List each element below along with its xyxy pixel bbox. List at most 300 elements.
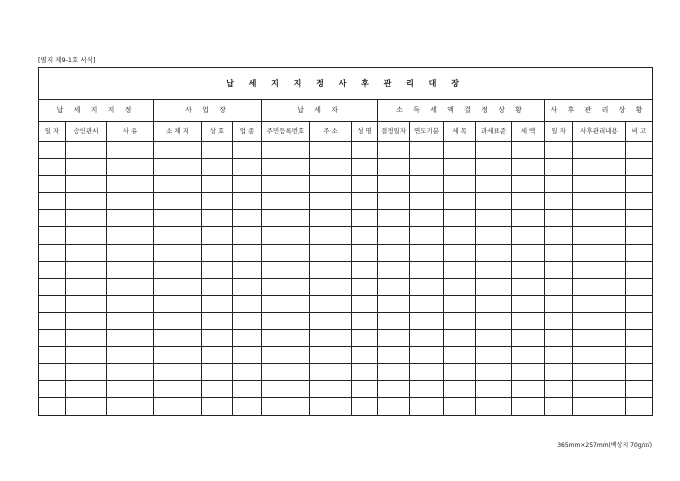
paper-size-note: 365mm×257mm(백상지 70g/㎡)	[557, 442, 652, 449]
table-cell[interactable]	[233, 278, 262, 295]
table-cell[interactable]	[310, 227, 352, 244]
table-cell[interactable]	[202, 278, 233, 295]
table-cell[interactable]	[573, 364, 626, 381]
table-cell[interactable]	[154, 244, 202, 261]
table-cell[interactable]	[545, 142, 573, 159]
table-cell[interactable]	[512, 176, 545, 193]
table-cell[interactable]	[107, 330, 154, 347]
table-cell[interactable]	[202, 261, 233, 278]
table-cell[interactable]	[154, 347, 202, 364]
table-cell[interactable]	[39, 278, 66, 295]
table-cell[interactable]	[512, 261, 545, 278]
table-cell[interactable]	[378, 364, 410, 381]
table-cell[interactable]	[233, 381, 262, 398]
table-cell[interactable]	[66, 210, 107, 227]
table-cell[interactable]	[410, 244, 444, 261]
table-cell[interactable]	[107, 347, 154, 364]
table-cell[interactable]	[573, 312, 626, 329]
col-header-followup-date: 일 자	[545, 122, 573, 142]
table-cell[interactable]	[154, 364, 202, 381]
table-cell[interactable]	[410, 364, 444, 381]
table-cell[interactable]	[512, 381, 545, 398]
table-cell[interactable]	[410, 142, 444, 159]
table-cell[interactable]	[378, 398, 410, 415]
table-cell[interactable]	[66, 159, 107, 176]
table-cell[interactable]	[476, 176, 512, 193]
table-cell[interactable]	[512, 295, 545, 312]
table-cell[interactable]	[410, 159, 444, 176]
table-cell[interactable]	[39, 347, 66, 364]
table-cell[interactable]	[476, 381, 512, 398]
col-header-tax-amount: 세 액	[512, 122, 545, 142]
col-header-location: 소 재 지	[154, 122, 202, 142]
table-cell[interactable]	[444, 381, 476, 398]
table-cell[interactable]	[626, 210, 653, 227]
table-cell[interactable]	[107, 227, 154, 244]
table-cell[interactable]	[476, 159, 512, 176]
table-cell[interactable]	[310, 244, 352, 261]
table-cell[interactable]	[39, 176, 66, 193]
table-cell[interactable]	[66, 261, 107, 278]
table-cell[interactable]	[66, 295, 107, 312]
table-cell[interactable]	[378, 295, 410, 312]
table-cell[interactable]	[573, 330, 626, 347]
table-cell[interactable]	[444, 347, 476, 364]
table-cell[interactable]	[378, 210, 410, 227]
table-cell[interactable]	[154, 176, 202, 193]
table-cell[interactable]	[233, 330, 262, 347]
table-cell[interactable]	[107, 364, 154, 381]
table-cell[interactable]	[410, 347, 444, 364]
table-cell[interactable]	[573, 227, 626, 244]
table-cell[interactable]	[310, 176, 352, 193]
table-cell[interactable]	[545, 159, 573, 176]
table-cell[interactable]	[410, 278, 444, 295]
table-cell[interactable]	[107, 278, 154, 295]
table-cell[interactable]	[512, 398, 545, 415]
table-cell[interactable]	[626, 261, 653, 278]
table-cell[interactable]	[626, 381, 653, 398]
table-cell[interactable]	[476, 227, 512, 244]
table-cell[interactable]	[545, 176, 573, 193]
table-cell[interactable]	[39, 210, 66, 227]
col-header-business-type: 업 종	[233, 122, 262, 142]
table-cell[interactable]	[352, 330, 378, 347]
table-cell[interactable]	[573, 381, 626, 398]
table-cell[interactable]	[573, 295, 626, 312]
table-cell[interactable]	[233, 210, 262, 227]
table-cell[interactable]	[262, 210, 310, 227]
table-cell[interactable]	[310, 261, 352, 278]
table-cell[interactable]	[107, 210, 154, 227]
table-cell[interactable]	[626, 278, 653, 295]
table-cell[interactable]	[512, 347, 545, 364]
table-cell[interactable]	[444, 159, 476, 176]
table-cell[interactable]	[352, 278, 378, 295]
table-cell[interactable]	[233, 176, 262, 193]
table-cell[interactable]	[352, 347, 378, 364]
table-cell[interactable]	[626, 142, 653, 159]
table-cell[interactable]	[626, 176, 653, 193]
col-header-name: 성 명	[352, 122, 378, 142]
table-cell[interactable]	[512, 193, 545, 210]
table-cell[interactable]	[378, 227, 410, 244]
table-cell[interactable]	[476, 261, 512, 278]
table-cell[interactable]	[410, 210, 444, 227]
table-cell[interactable]	[66, 227, 107, 244]
table-cell[interactable]	[310, 159, 352, 176]
table-cell[interactable]	[410, 261, 444, 278]
table-cell[interactable]	[66, 312, 107, 329]
table-cell[interactable]	[512, 159, 545, 176]
table-cell[interactable]	[410, 227, 444, 244]
group-header-taxpayer: 납 세 자	[262, 100, 378, 122]
table-cell[interactable]	[107, 398, 154, 415]
table-cell[interactable]	[378, 312, 410, 329]
table-cell[interactable]	[626, 159, 653, 176]
table-cell[interactable]	[66, 330, 107, 347]
table-cell[interactable]	[476, 398, 512, 415]
table-cell[interactable]	[545, 347, 573, 364]
table-cell[interactable]	[202, 210, 233, 227]
table-cell[interactable]	[444, 210, 476, 227]
table-cell[interactable]	[310, 210, 352, 227]
table-cell[interactable]	[39, 330, 66, 347]
table-cell[interactable]	[233, 295, 262, 312]
table-title: 납 세 지 지 정 사 후 관 리 대 장	[39, 68, 653, 100]
table-cell[interactable]	[476, 364, 512, 381]
table-cell[interactable]	[573, 176, 626, 193]
table-cell[interactable]	[233, 364, 262, 381]
column-header-row	[39, 122, 653, 142]
table-cell[interactable]	[154, 159, 202, 176]
table-cell[interactable]	[444, 330, 476, 347]
table-cell[interactable]	[352, 295, 378, 312]
table-cell[interactable]	[545, 227, 573, 244]
table-cell[interactable]	[310, 347, 352, 364]
table-cell[interactable]	[202, 193, 233, 210]
table-cell[interactable]	[154, 330, 202, 347]
table-cell[interactable]	[202, 244, 233, 261]
table-cell[interactable]	[202, 398, 233, 415]
table-cell[interactable]	[154, 278, 202, 295]
table-cell[interactable]	[444, 261, 476, 278]
table-cell[interactable]	[233, 244, 262, 261]
table-cell[interactable]	[444, 278, 476, 295]
table-cell[interactable]	[39, 159, 66, 176]
table-cell[interactable]	[39, 142, 66, 159]
table-cell[interactable]	[378, 347, 410, 364]
table-cell[interactable]	[107, 159, 154, 176]
table-cell[interactable]	[444, 227, 476, 244]
table-cell[interactable]	[444, 176, 476, 193]
table-cell[interactable]	[512, 364, 545, 381]
table-cell[interactable]	[66, 364, 107, 381]
table-cell[interactable]	[262, 278, 310, 295]
table-cell[interactable]	[410, 330, 444, 347]
table-cell[interactable]	[476, 244, 512, 261]
col-header-trade-name: 상 호	[202, 122, 233, 142]
table-cell[interactable]	[39, 227, 66, 244]
group-header-tax-decision: 소 득 세 액 결 정 상 황	[378, 100, 545, 122]
table-cell[interactable]	[262, 244, 310, 261]
table-cell[interactable]	[154, 295, 202, 312]
table-cell[interactable]	[202, 295, 233, 312]
table-cell[interactable]	[262, 330, 310, 347]
table-cell[interactable]	[262, 364, 310, 381]
table-cell[interactable]	[444, 244, 476, 261]
table-cell[interactable]	[262, 227, 310, 244]
table-cell[interactable]	[39, 193, 66, 210]
table-cell[interactable]	[233, 193, 262, 210]
table-cell[interactable]	[626, 330, 653, 347]
table-cell[interactable]	[39, 364, 66, 381]
table-cell[interactable]	[39, 295, 66, 312]
table-cell[interactable]	[410, 176, 444, 193]
table-cell[interactable]	[626, 312, 653, 329]
table-cell[interactable]	[626, 364, 653, 381]
table-cell[interactable]	[573, 398, 626, 415]
table-cell[interactable]	[66, 278, 107, 295]
table-cell[interactable]	[262, 159, 310, 176]
table-cell[interactable]	[378, 381, 410, 398]
table-cell[interactable]	[202, 330, 233, 347]
table-cell[interactable]	[233, 312, 262, 329]
table-cell[interactable]	[66, 244, 107, 261]
table-cell[interactable]	[476, 312, 512, 329]
col-header-date: 일 자	[39, 122, 66, 142]
table-cell[interactable]	[378, 142, 410, 159]
table-cell[interactable]	[310, 193, 352, 210]
table-cell[interactable]	[545, 261, 573, 278]
table-cell[interactable]	[476, 142, 512, 159]
table-cell[interactable]	[202, 227, 233, 244]
table-cell[interactable]	[66, 142, 107, 159]
table-cell[interactable]	[202, 381, 233, 398]
table-cell[interactable]	[626, 347, 653, 364]
table-cell[interactable]	[39, 381, 66, 398]
table-cell[interactable]	[378, 261, 410, 278]
table-cell[interactable]	[233, 398, 262, 415]
col-header-approving-office: 승인관서	[66, 122, 107, 142]
table-cell[interactable]	[202, 142, 233, 159]
table-cell[interactable]	[545, 381, 573, 398]
table-cell[interactable]	[352, 381, 378, 398]
table-cell[interactable]	[39, 312, 66, 329]
table-cell[interactable]	[352, 193, 378, 210]
table-cell[interactable]	[66, 398, 107, 415]
table-cell[interactable]	[410, 193, 444, 210]
table-cell[interactable]	[545, 364, 573, 381]
table-cell[interactable]	[352, 142, 378, 159]
table-cell[interactable]	[476, 210, 512, 227]
table-cell[interactable]	[378, 330, 410, 347]
table-cell[interactable]	[154, 227, 202, 244]
table-cell[interactable]	[310, 364, 352, 381]
table-cell[interactable]	[107, 176, 154, 193]
table-cell[interactable]	[310, 142, 352, 159]
table-cell[interactable]	[352, 159, 378, 176]
table-cell[interactable]	[154, 261, 202, 278]
table-cell[interactable]	[262, 193, 310, 210]
table-cell[interactable]	[310, 295, 352, 312]
table-cell[interactable]	[107, 244, 154, 261]
table-cell[interactable]	[262, 295, 310, 312]
table-cell[interactable]	[626, 244, 653, 261]
table-cell[interactable]	[202, 364, 233, 381]
table-cell[interactable]	[262, 347, 310, 364]
table-cell[interactable]	[626, 193, 653, 210]
table-cell[interactable]	[154, 381, 202, 398]
table-cell[interactable]	[202, 312, 233, 329]
table-cell[interactable]	[410, 295, 444, 312]
table-cell[interactable]	[352, 261, 378, 278]
table-cell[interactable]	[39, 261, 66, 278]
table-cell[interactable]	[352, 244, 378, 261]
table-cell[interactable]	[378, 193, 410, 210]
table-cell[interactable]	[352, 176, 378, 193]
table-cell[interactable]	[262, 176, 310, 193]
table-cell[interactable]	[476, 193, 512, 210]
table-cell[interactable]	[154, 193, 202, 210]
table-cell[interactable]	[262, 381, 310, 398]
table-cell[interactable]	[66, 381, 107, 398]
table-cell[interactable]	[512, 210, 545, 227]
col-header-tax-base: 과세표준	[476, 122, 512, 142]
table-cell[interactable]	[202, 176, 233, 193]
table-cell[interactable]	[107, 142, 154, 159]
table-cell[interactable]	[545, 244, 573, 261]
col-header-reason: 사 유	[107, 122, 154, 142]
table-cell[interactable]	[476, 295, 512, 312]
table-cell[interactable]	[512, 244, 545, 261]
table-cell[interactable]	[545, 398, 573, 415]
table-cell[interactable]	[573, 159, 626, 176]
table-cell[interactable]	[573, 278, 626, 295]
table-row	[39, 142, 653, 159]
table-cell[interactable]	[476, 347, 512, 364]
table-cell[interactable]	[512, 278, 545, 295]
table-cell[interactable]	[573, 193, 626, 210]
table-row	[39, 193, 653, 210]
table-cell[interactable]	[512, 330, 545, 347]
table-cell[interactable]	[545, 210, 573, 227]
table-cell[interactable]	[154, 210, 202, 227]
table-cell[interactable]	[545, 330, 573, 347]
table-cell[interactable]	[352, 227, 378, 244]
table-cell[interactable]	[545, 278, 573, 295]
table-cell[interactable]	[66, 347, 107, 364]
table-cell[interactable]	[233, 159, 262, 176]
table-cell[interactable]	[310, 330, 352, 347]
table-cell[interactable]	[444, 295, 476, 312]
table-cell[interactable]	[154, 312, 202, 329]
table-cell[interactable]	[444, 364, 476, 381]
table-cell[interactable]	[476, 278, 512, 295]
table-cell[interactable]	[352, 312, 378, 329]
table-row	[39, 176, 653, 193]
table-cell[interactable]	[66, 193, 107, 210]
form-label: [별지 제9-1호 서식]	[38, 56, 96, 64]
table-cell[interactable]	[39, 244, 66, 261]
table-cell[interactable]	[310, 278, 352, 295]
table-cell[interactable]	[444, 193, 476, 210]
table-cell[interactable]	[626, 227, 653, 244]
table-cell[interactable]	[310, 381, 352, 398]
table-cell[interactable]	[352, 398, 378, 415]
table-cell[interactable]	[262, 312, 310, 329]
table-cell[interactable]	[444, 312, 476, 329]
table-cell[interactable]	[233, 347, 262, 364]
ledger-table	[38, 67, 653, 416]
table-cell[interactable]	[262, 398, 310, 415]
table-row	[39, 227, 653, 244]
table-cell[interactable]	[233, 227, 262, 244]
table-cell[interactable]	[545, 193, 573, 210]
table-cell[interactable]	[107, 381, 154, 398]
col-header-resident-number: 주민등록번호	[262, 122, 310, 142]
table-cell[interactable]	[444, 142, 476, 159]
col-header-address: 주 소	[310, 122, 352, 142]
table-cell[interactable]	[444, 398, 476, 415]
table-cell[interactable]	[107, 295, 154, 312]
table-cell[interactable]	[310, 398, 352, 415]
table-cell[interactable]	[410, 312, 444, 329]
table-cell[interactable]	[512, 142, 545, 159]
table-cell[interactable]	[352, 364, 378, 381]
col-header-tax-item: 세 목	[444, 122, 476, 142]
table-cell[interactable]	[545, 312, 573, 329]
table-row	[39, 261, 653, 278]
title-row	[39, 68, 653, 100]
table-cell[interactable]	[107, 312, 154, 329]
table-cell[interactable]	[410, 398, 444, 415]
table-cell[interactable]	[573, 261, 626, 278]
table-cell[interactable]	[39, 398, 66, 415]
table-cell[interactable]	[154, 398, 202, 415]
table-cell[interactable]	[626, 295, 653, 312]
table-cell[interactable]	[154, 142, 202, 159]
table-cell[interactable]	[573, 142, 626, 159]
table-cell[interactable]	[410, 381, 444, 398]
table-cell[interactable]	[233, 261, 262, 278]
table-cell[interactable]	[573, 244, 626, 261]
table-cell[interactable]	[378, 278, 410, 295]
table-cell[interactable]	[626, 398, 653, 415]
table-cell[interactable]	[378, 244, 410, 261]
table-cell[interactable]	[378, 159, 410, 176]
table-cell[interactable]	[378, 176, 410, 193]
table-cell[interactable]	[352, 210, 378, 227]
table-cell[interactable]	[262, 261, 310, 278]
group-header-business-place: 사 업 장	[154, 100, 262, 122]
table-cell[interactable]	[107, 193, 154, 210]
table-cell[interactable]	[310, 312, 352, 329]
table-cell[interactable]	[545, 295, 573, 312]
table-cell[interactable]	[476, 330, 512, 347]
table-cell[interactable]	[202, 347, 233, 364]
table-cell[interactable]	[107, 261, 154, 278]
table-row	[39, 159, 653, 176]
table-cell[interactable]	[202, 159, 233, 176]
table-cell[interactable]	[512, 312, 545, 329]
table-cell[interactable]	[512, 227, 545, 244]
table-cell[interactable]	[573, 210, 626, 227]
table-cell[interactable]	[573, 347, 626, 364]
table-cell[interactable]	[233, 142, 262, 159]
table-cell[interactable]	[262, 142, 310, 159]
table-cell[interactable]	[66, 176, 107, 193]
